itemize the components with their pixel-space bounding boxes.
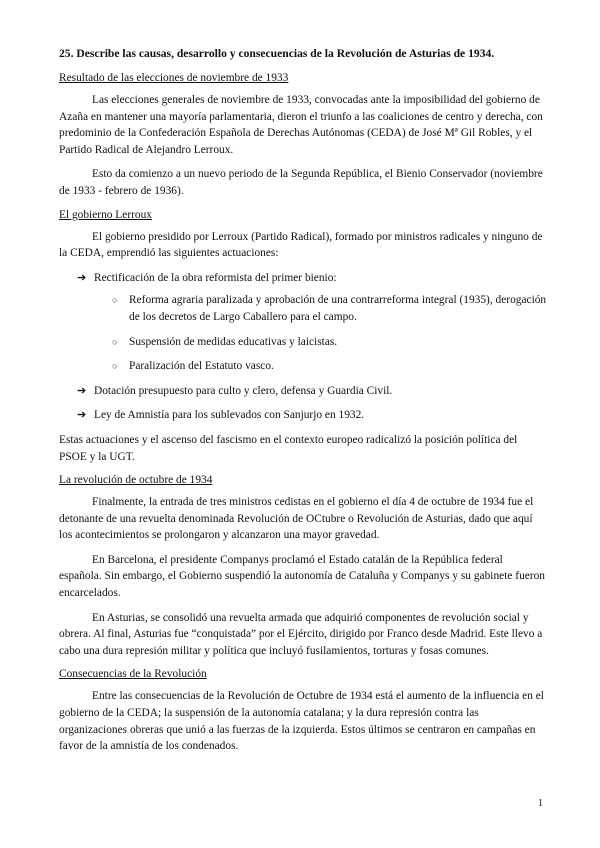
arrow-bullet-icon: ➔ [77,384,87,397]
paragraph: Las elecciones generales de noviembre de 1933, convocadas ante la imposibilidad del gobierno de Azaña en mantener una mayoría parlamentaria, dieron el triunfo a las coaliciones de centro y derecha, con predominio de la Confederación Española de Derechas Autónomas (CEDA) de José Mª Gil Robles, y el Partido Radical de Alejandro Lerroux. [59,94,543,156]
section-heading-elecciones: Resultado de las elecciones de noviembre de 1933 [59,72,289,84]
section-heading-revolucion-octubre: La revolución de octubre de 1934 [59,474,213,487]
paragraph: En Asturias, se consolidó una revuelta armada que adquirió componentes de revolución social y obrera. Al final, Asturias fue “conquistada” por el Ejército, dirigido por Franco desde Madrid. Este llevo a cabo una dura represión militar y política que incluyó fusilamientos, torturas y fosas comunes. [59,611,543,657]
actuaciones-list [59,270,547,424]
paragraph: Estas actuaciones y el ascenso del fascismo en el contexto europeo radicalizó la posición política del PSOE y la UGT. [59,433,518,463]
paragraph: En Barcelona, el presidente Companys proclamó el Estado catalán de la República federal española. Sin embargo, el Gobierno suspendió la autonomía de Cataluña y Companys y su gabinete fueron encarcelados. [59,553,545,600]
section-heading-gobierno-lerroux: El gobierno Lerroux [59,208,152,221]
document-page [59,46,547,763]
page-number: 1 [538,798,543,809]
paragraph: El gobierno presidido por Lerroux (Partido Radical), formado por ministros radicales y ninguno de la CEDA, emprendió las siguientes actuaciones: [59,230,543,260]
arrow-bullet-icon: ➔ [77,409,87,422]
sub-list-item-text: Paralización del Estatuto vasco. [129,360,274,373]
arrow-bullet-icon: ➔ [77,271,87,284]
list-item [77,383,547,400]
list-item-text: Ley de Amnistía para los sublevados con Sanjurjo en 1932. [94,409,365,422]
list-item [77,407,547,424]
sub-list-item [112,334,547,351]
sub-list-item-text: Reforma agraria paralizada y aprobación de una contrarreforma integral (1935), derogación de los decretos de Largo Caballero para el campo. [129,294,547,323]
sub-list-item [112,292,547,325]
sub-list-item-text: Suspensión de medidas educativas y laicistas. [129,335,338,348]
list-item [77,270,547,375]
circle-bullet-icon: ○ [112,336,118,347]
list-item-text: Rectificación de la obra reformista del primer bienio: [94,271,337,284]
circle-bullet-icon: ○ [112,361,118,372]
paragraph: Esto da comienzo a un nuevo periodo de la Segunda República, el Bienio Conservador (noviembre de 1933 - febrero de 1936). [59,168,543,197]
sub-list-item [112,358,547,375]
sub-list [94,292,547,374]
document-title: 25. Describe las causas, desarrollo y consecuencias de la Revolución de Asturias de 1934. [59,47,495,60]
list-item-text: Dotación presupuesto para culto y clero, defensa y Guardia Civil. [94,384,393,397]
section-heading-consecuencias: Consecuencias de la Revolución [59,668,207,681]
circle-bullet-icon: ○ [112,295,118,306]
paragraph: Finalmente, la entrada de tres ministros cedistas en el gobierno el día 4 de octubre de 1934 fue el detonante de una revuelta denominada Revolución de OCtubre o Revolución de Asturias, dado que aquí los acontecimientos se prolongaron y alcanzaron una mayor gravedad. [59,496,534,542]
paragraph: Entre las consecuencias de la Revolución de Octubre de 1934 está el aumento de la influencia en el gobierno de la CEDA; la suspensión de la autonomía catalana; y la dura represión contra las organizaciones obreras que unió a las fuerzas de la izquierda. Estos últimos se centraron en campañas en favor de la amnistía de los condenados. [59,690,544,753]
